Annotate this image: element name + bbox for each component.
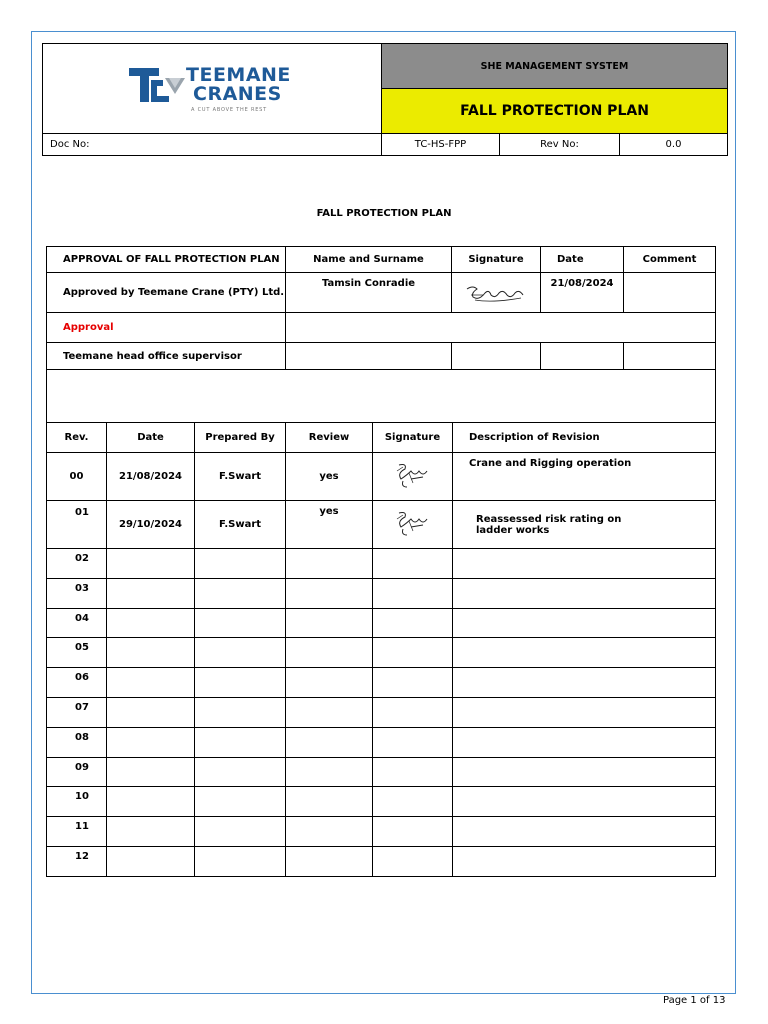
rev-empty-cell bbox=[373, 668, 453, 698]
rev-description-line: ladder works bbox=[476, 524, 550, 536]
rev-empty-cell bbox=[195, 697, 286, 727]
rev-prepared-by: F.Swart bbox=[195, 453, 286, 501]
rev-date: 21/08/2024 bbox=[107, 453, 195, 501]
rev-review: yes bbox=[286, 501, 373, 549]
rev-header-prepared-by: Prepared By bbox=[195, 423, 286, 453]
logo-cell bbox=[43, 44, 382, 134]
rev-empty-cell bbox=[453, 727, 716, 757]
rev-header-review: Review bbox=[286, 423, 373, 453]
revision-table bbox=[46, 422, 716, 877]
page-number: Page 1 of 13 bbox=[663, 995, 726, 1006]
rev-empty-cell bbox=[107, 817, 195, 847]
approval-comment bbox=[624, 273, 716, 313]
approval-header-signature: Signature bbox=[452, 247, 541, 273]
approval-table bbox=[46, 246, 716, 423]
rev-empty-cell bbox=[195, 638, 286, 668]
supervisor-date bbox=[541, 343, 624, 370]
rev-empty-cell bbox=[453, 668, 716, 698]
approval-header-date: Date bbox=[541, 247, 624, 273]
rev-empty-cell bbox=[453, 608, 716, 638]
rev-empty-cell bbox=[195, 549, 286, 579]
rev-number: 06 bbox=[47, 668, 107, 698]
table-row bbox=[47, 846, 716, 876]
table-row bbox=[47, 638, 716, 668]
rev-empty-cell bbox=[286, 817, 373, 847]
approval-header-name: Name and Surname bbox=[286, 247, 452, 273]
rev-empty-cell bbox=[195, 846, 286, 876]
rev-header-date: Date bbox=[107, 423, 195, 453]
rev-empty-cell bbox=[373, 817, 453, 847]
approval-label: Approval bbox=[47, 313, 286, 343]
rev-description: Crane and Rigging operation bbox=[453, 453, 716, 501]
document-header bbox=[42, 43, 728, 156]
rev-empty-cell bbox=[107, 638, 195, 668]
rev-number: 09 bbox=[47, 757, 107, 787]
rev-empty-cell bbox=[453, 787, 716, 817]
approval-header-comment: Comment bbox=[624, 247, 716, 273]
rev-number: 11 bbox=[47, 817, 107, 847]
rev-empty-cell bbox=[373, 727, 453, 757]
table-row bbox=[47, 501, 716, 549]
approval-blank-cell bbox=[286, 313, 716, 343]
approval-header-plan: APPROVAL OF FALL PROTECTION PLAN bbox=[47, 247, 286, 273]
approver-name: Tamsin Conradie bbox=[286, 273, 452, 313]
rev-empty-cell bbox=[453, 638, 716, 668]
rev-empty-cell bbox=[453, 817, 716, 847]
rev-empty-cell bbox=[453, 578, 716, 608]
rev-empty-cell bbox=[195, 668, 286, 698]
rev-review: yes bbox=[286, 453, 373, 501]
logo-word-teemane: TEEMANE bbox=[186, 64, 291, 86]
signature-image bbox=[393, 461, 433, 493]
rev-empty-cell bbox=[107, 727, 195, 757]
rev-description bbox=[453, 501, 716, 549]
rev-number: 04 bbox=[47, 608, 107, 638]
table-row bbox=[47, 787, 716, 817]
rev-number: 01 bbox=[47, 501, 107, 549]
rev-no-label: Rev No: bbox=[500, 134, 620, 156]
rev-empty-cell bbox=[286, 668, 373, 698]
table-row bbox=[47, 549, 716, 579]
rev-number: 10 bbox=[47, 787, 107, 817]
rev-empty-cell bbox=[286, 846, 373, 876]
signature-image bbox=[463, 281, 529, 305]
table-row bbox=[47, 578, 716, 608]
rev-number: 12 bbox=[47, 846, 107, 876]
rev-empty-cell bbox=[107, 549, 195, 579]
rev-description-line: Reassessed risk rating on bbox=[476, 513, 622, 525]
rev-no-value: 0.0 bbox=[620, 134, 728, 156]
rev-empty-cell bbox=[107, 757, 195, 787]
rev-header-description: Description of Revision bbox=[453, 423, 716, 453]
rev-empty-cell bbox=[195, 608, 286, 638]
rev-number: 03 bbox=[47, 578, 107, 608]
rev-empty-cell bbox=[286, 697, 373, 727]
document-title: FALL PROTECTION PLAN bbox=[316, 208, 452, 219]
table-row bbox=[47, 727, 716, 757]
rev-empty-cell bbox=[373, 549, 453, 579]
rev-date: 29/10/2024 bbox=[107, 501, 195, 549]
supervisor-name bbox=[286, 343, 452, 370]
spacer-row bbox=[47, 370, 716, 423]
rev-number: 05 bbox=[47, 638, 107, 668]
rev-empty-cell bbox=[286, 787, 373, 817]
rev-header-rev: Rev. bbox=[47, 423, 107, 453]
logo-tagline: A CUT ABOVE THE REST bbox=[191, 107, 268, 113]
table-row bbox=[47, 608, 716, 638]
rev-header-signature: Signature bbox=[373, 423, 453, 453]
rev-empty-cell bbox=[195, 817, 286, 847]
rev-empty-cell bbox=[107, 578, 195, 608]
rev-empty-cell bbox=[107, 787, 195, 817]
signature-image bbox=[393, 509, 433, 541]
rev-number: 07 bbox=[47, 697, 107, 727]
rev-signature bbox=[373, 453, 453, 501]
header-title: FALL PROTECTION PLAN bbox=[382, 89, 728, 134]
approval-date: 21/08/2024 bbox=[541, 273, 624, 313]
rev-empty-cell bbox=[107, 846, 195, 876]
rev-empty-cell bbox=[286, 608, 373, 638]
supervisor-label: Teemane head office supervisor bbox=[47, 343, 286, 370]
rev-empty-cell bbox=[107, 608, 195, 638]
rev-empty-cell bbox=[373, 638, 453, 668]
rev-number: 00 bbox=[47, 453, 107, 501]
table-row bbox=[47, 817, 716, 847]
table-row bbox=[47, 757, 716, 787]
management-system-label: SHE MANAGEMENT SYSTEM bbox=[382, 44, 728, 89]
rev-empty-cell bbox=[286, 757, 373, 787]
supervisor-signature bbox=[452, 343, 541, 370]
rev-empty-cell bbox=[107, 668, 195, 698]
rev-empty-cell bbox=[286, 727, 373, 757]
table-row bbox=[47, 697, 716, 727]
rev-empty-cell bbox=[453, 697, 716, 727]
rev-empty-cell bbox=[373, 578, 453, 608]
rev-empty-cell bbox=[453, 757, 716, 787]
approved-by-label: Approved by Teemane Crane (PTY) Ltd. bbox=[47, 273, 286, 313]
rev-prepared-by: F.Swart bbox=[195, 501, 286, 549]
rev-empty-cell bbox=[373, 608, 453, 638]
doc-no-label: Doc No: bbox=[43, 134, 382, 156]
rev-empty-cell bbox=[453, 846, 716, 876]
approver-signature bbox=[452, 273, 541, 313]
rev-empty-cell bbox=[373, 697, 453, 727]
supervisor-comment bbox=[624, 343, 716, 370]
table-row bbox=[47, 668, 716, 698]
rev-signature bbox=[373, 501, 453, 549]
company-logo bbox=[129, 64, 299, 119]
logo-mark-icon bbox=[129, 64, 189, 106]
rev-empty-cell bbox=[373, 757, 453, 787]
rev-empty-cell bbox=[286, 638, 373, 668]
rev-empty-cell bbox=[373, 787, 453, 817]
table-row bbox=[47, 453, 716, 501]
rev-empty-cell bbox=[286, 549, 373, 579]
rev-empty-cell bbox=[373, 846, 453, 876]
logo-word-cranes: CRANES bbox=[193, 83, 282, 105]
rev-empty-cell bbox=[195, 787, 286, 817]
rev-empty-cell bbox=[195, 727, 286, 757]
rev-empty-cell bbox=[195, 757, 286, 787]
doc-no-value: TC-HS-FPP bbox=[382, 134, 500, 156]
rev-empty-cell bbox=[107, 697, 195, 727]
rev-number: 02 bbox=[47, 549, 107, 579]
rev-empty-cell bbox=[286, 578, 373, 608]
rev-empty-cell bbox=[195, 578, 286, 608]
rev-number: 08 bbox=[47, 727, 107, 757]
rev-empty-cell bbox=[453, 549, 716, 579]
